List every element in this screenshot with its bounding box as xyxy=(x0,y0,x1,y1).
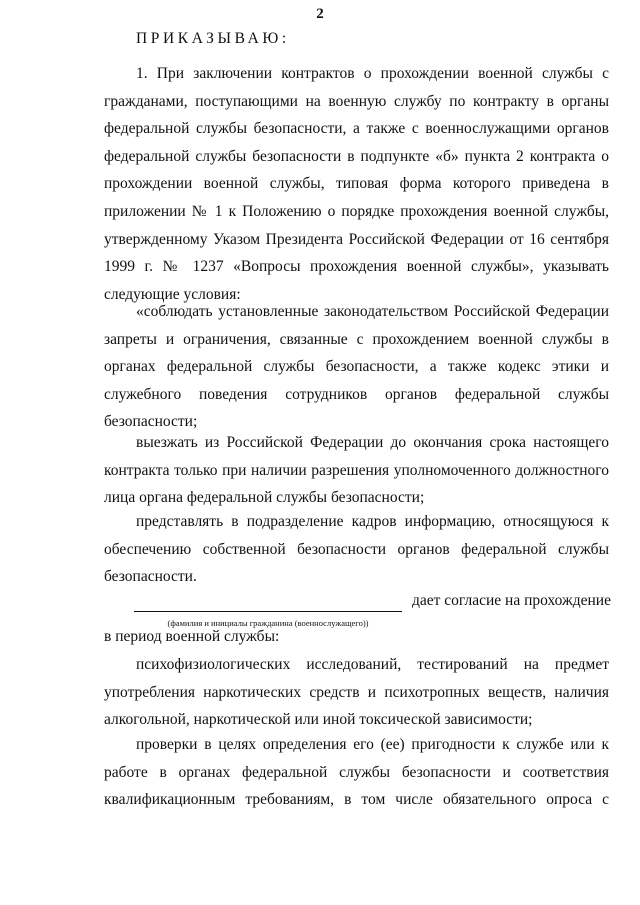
condition-ethics: «соблюдать установленные законодательством Российской Федерации запреты и ограничения, связанные с прохождением военной службы в органах федеральной службы безопасности, а также кодекс этики и служебного поведения сотрудников органов федеральной службы безопасности; xyxy=(104,303,609,431)
order-heading: ПРИКАЗЫВАЮ: xyxy=(136,30,290,47)
consent-continuation: в период военной службы: xyxy=(104,628,280,645)
consent-item-tests: психофизиологических исследований, тестирований на предмет употребления наркотических средств и психотропных веществ, наличия алкогольной, наркотической или иной токсической зависимости; xyxy=(104,656,609,729)
page-number: 2 xyxy=(316,6,324,22)
signature-line xyxy=(134,611,402,612)
condition-information: представлять в подразделение кадров информацию, относящуюся к обеспечению собственной безопасности органов федеральной службы безопасности. xyxy=(104,513,609,586)
consent-text: дает согласие на прохождение xyxy=(412,592,611,609)
condition-travel: выезжать из Российской Федерации до окончания срока настоящего контракта только при наличии разрешения уполномоченного должностного лица органа федеральной службы безопасности; xyxy=(104,434,609,507)
consent-item-checks: проверки в целях определения его (ее) пригодности к службе или к работе в органах федеральной службы безопасности и соответствия квалификационным требованиям, в том числе обязательного опроса с xyxy=(104,736,609,809)
signature-caption: (фамилия и инициалы гражданина (военнослужащего)) xyxy=(167,618,369,628)
paragraph-1: 1. При заключении контрактов о прохождении военной службы с гражданами, поступающими на военную службу по контракту в органы федеральной службы безопасности, а также с военнослужащими органов федеральной службы безопасности в подпункте «б» пункта 2 контракта о прохождении военной службы, типовая форма которого приведена в приложении № 1 к Положению о порядке прохождения военной службы, утвержденному Указом Президента Российской Федерации от 16 сентября 1999 г. № 1237 «Вопросы прохождения военной службы», указывать следующие условия: xyxy=(104,65,609,303)
